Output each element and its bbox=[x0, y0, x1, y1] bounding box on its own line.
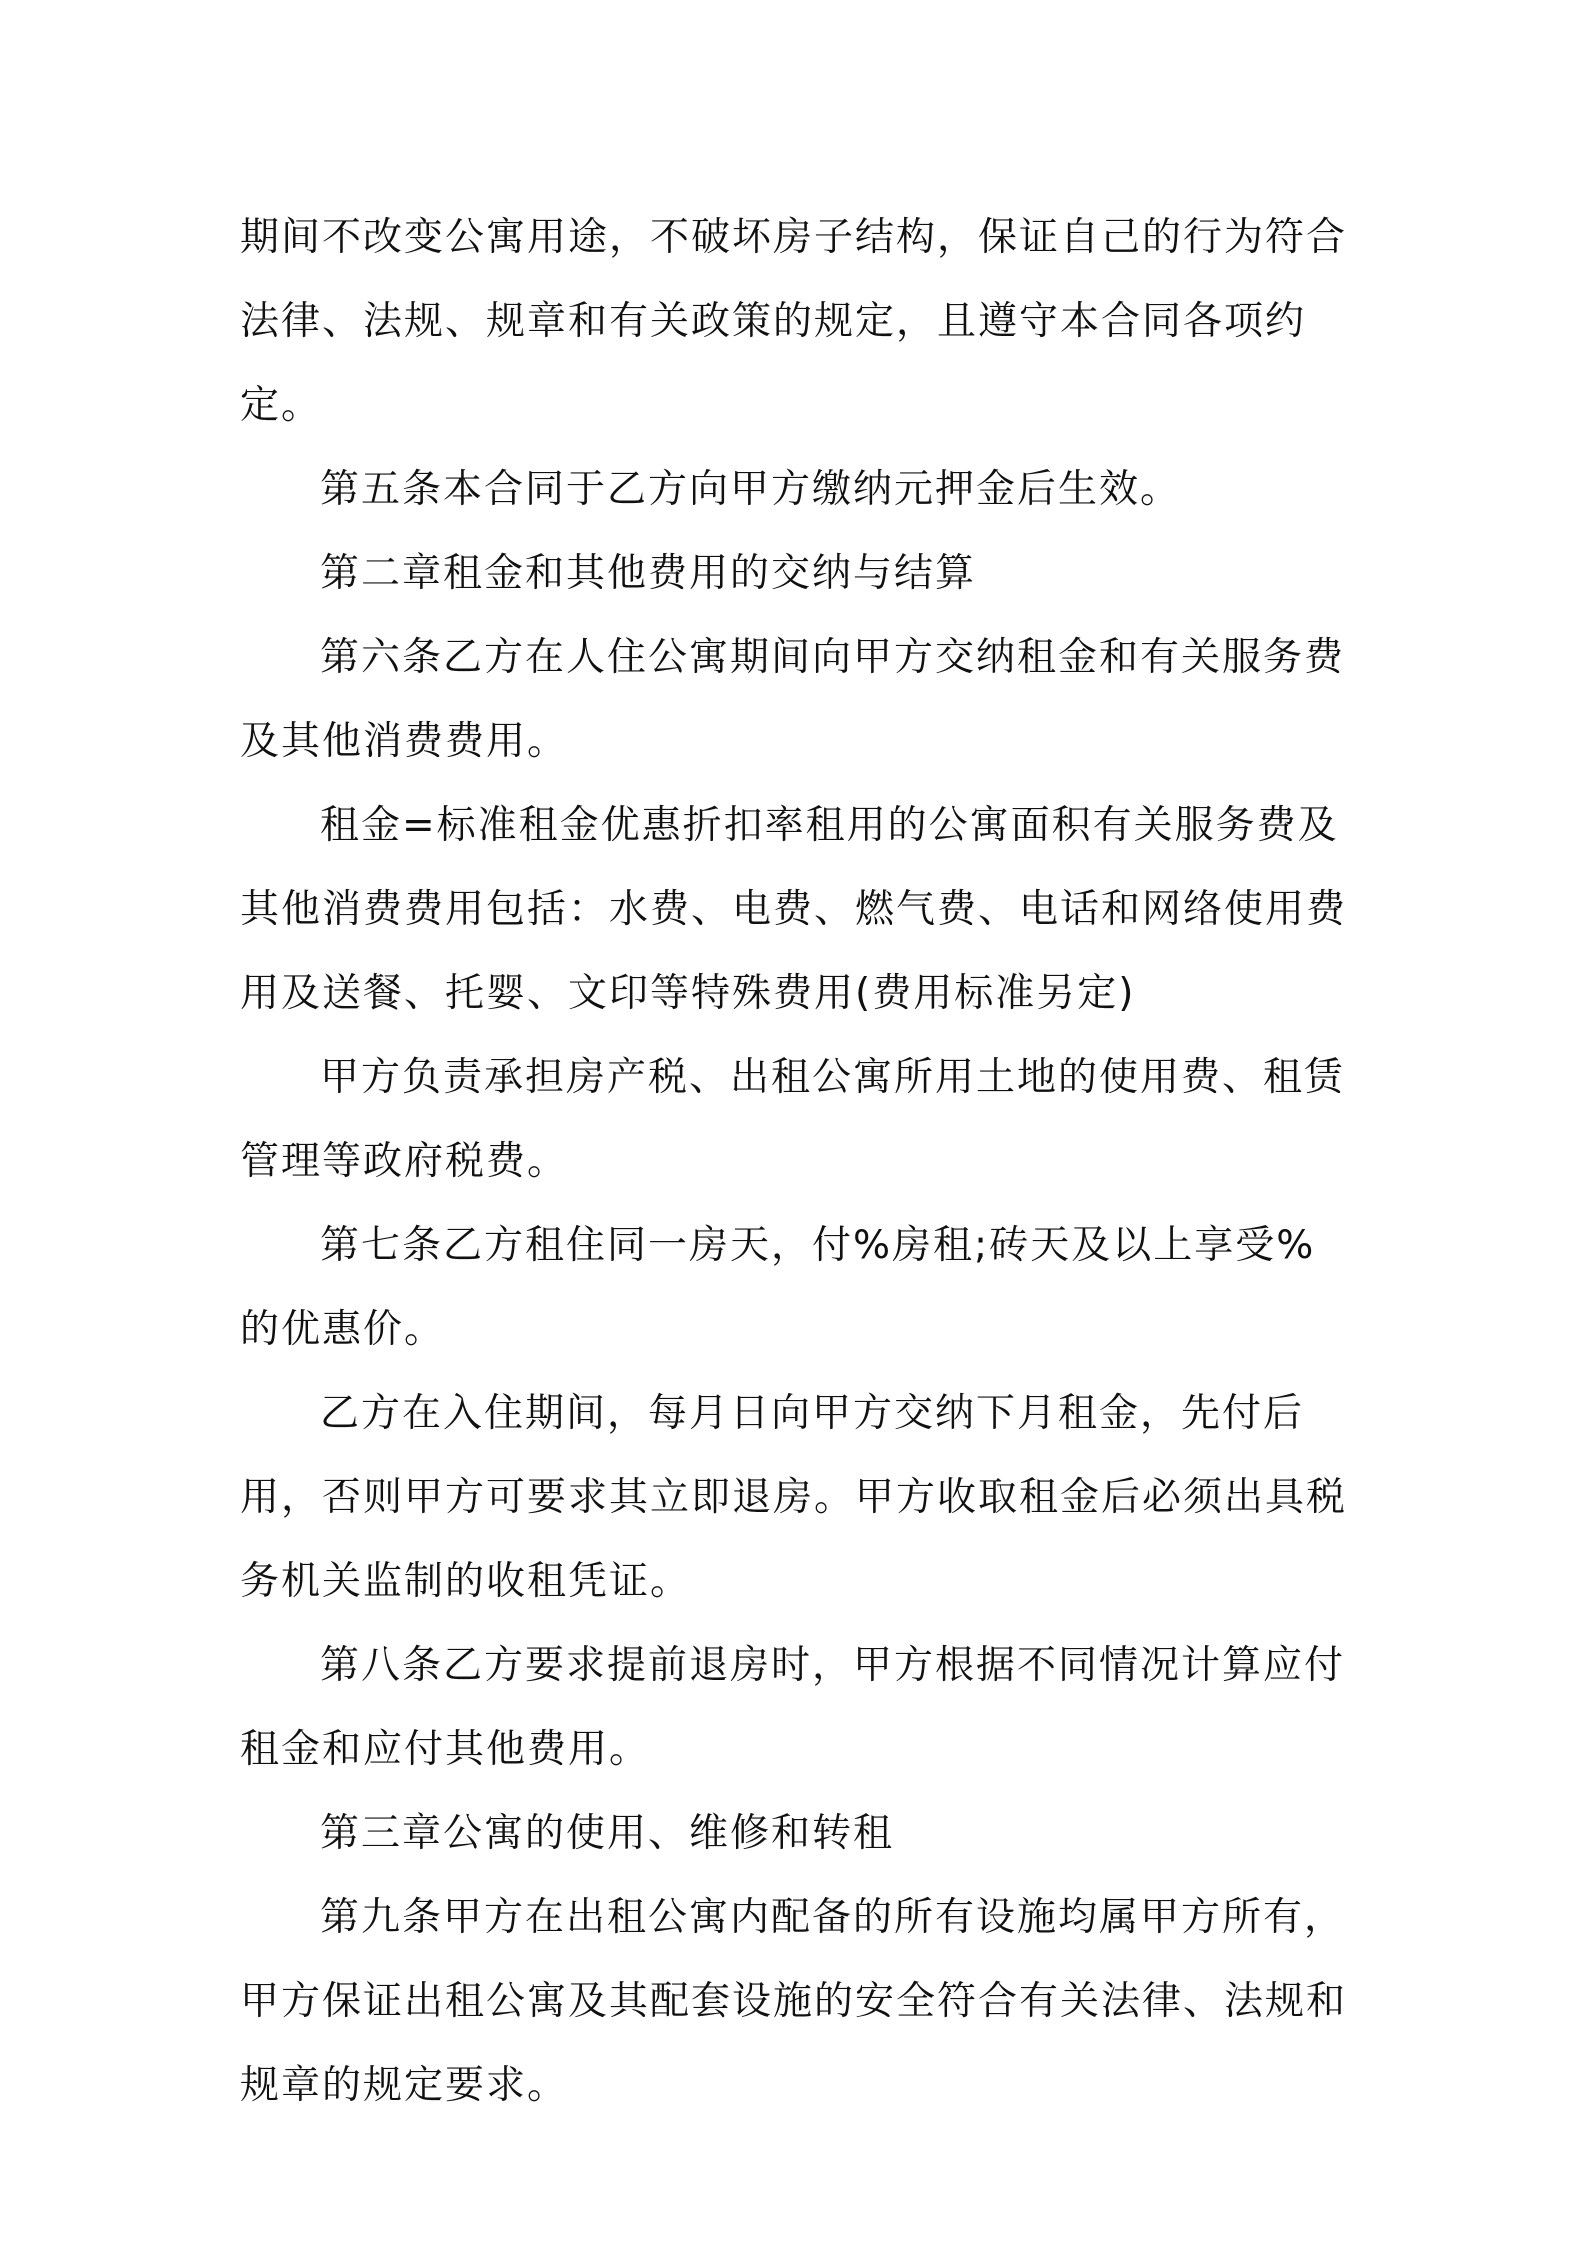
chapter-heading-2: 第二章租金和其他费用的交纳与结算 bbox=[320, 551, 977, 596]
document-body bbox=[240, 196, 1352, 2128]
paragraph-article-6: 第六条乙方在人住公寓期间向甲方交纳租金和有关服务费及其他消费费用。 bbox=[240, 635, 1346, 764]
paragraph-article-9: 第九条甲方在出租公寓内配备的所有设施均属甲方所有，甲方保证出租公寓及其配套设施的安全符合有关法律、法规和规章的规定要求。 bbox=[240, 1895, 1348, 2108]
paragraph-monthly-payment: 乙方在入住期间，每月日向甲方交纳下月租金，先付后用，否则甲方可要求其立即退房。甲方收取租金后必须出具税务机关监制的收租凭证。 bbox=[240, 1391, 1348, 1604]
paragraph-rent-formula: 租金=标准租金优惠折扣率租用的公寓面积有关服务费及其他消费费用包括：水费、电费、燃气费、电话和网络使用费用及送餐、托婴、文印等特殊费用(费用标准另定) bbox=[240, 803, 1348, 1016]
paragraph-landlord-taxes: 甲方负责承担房产税、出租公寓所用土地的使用费、租赁管理等政府税费。 bbox=[240, 1055, 1346, 1184]
paragraph-article-8: 第八条乙方要求提前退房时，甲方根据不同情况计算应付租金和应付其他费用。 bbox=[240, 1643, 1346, 1772]
paragraph-1: 期间不改变公寓用途，不破坏房子结构，保证自己的行为符合法律、法规、规章和有关政策的规定，且遵守本合同各项约定。 bbox=[240, 215, 1348, 428]
chapter-heading-3: 第三章公寓的使用、维修和转租 bbox=[320, 1811, 895, 1856]
paragraph-article-7: 第七条乙方租住同一房天，付%房租;砖天及以上享受%的优惠价。 bbox=[240, 1223, 1316, 1352]
paragraph-2: 第五条本合同于乙方向甲方缴纳元押金后生效。 bbox=[320, 467, 1182, 512]
